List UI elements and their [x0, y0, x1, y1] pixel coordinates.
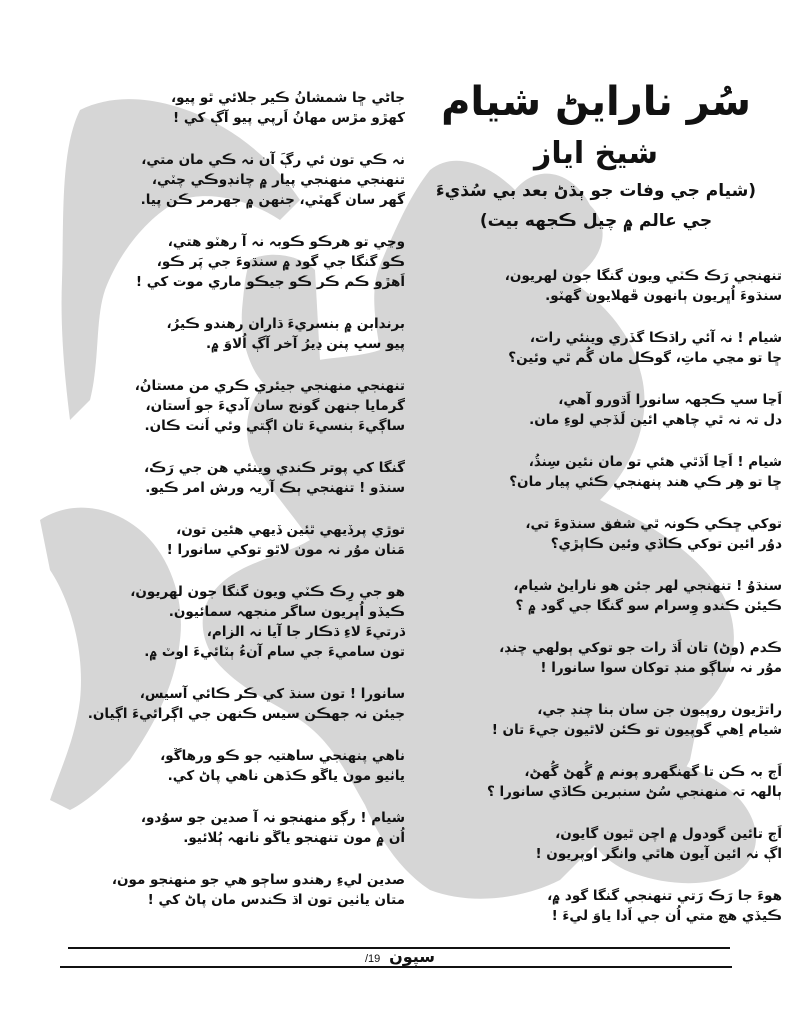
verse-line: گرمايا جنھن گونج سان آديءَ جو اَستان،: [145, 398, 405, 414]
verse-line: شيام ! اَڃا اَڏٿي ھئي تو مان نئين سِنڌُ،: [528, 454, 782, 470]
stanza: [410, 824, 782, 864]
verse-line: ڪيڏو اُڀريون ساگر منجھہ سمائيون.: [168, 604, 405, 620]
stanza: [55, 314, 405, 354]
verse-line: ڌرتيءَ لاءِ ڌڪار جا آيا نہ الزام،: [206, 624, 405, 640]
verse-line: ھوءَ جا رَڪ رَتي تنھنجي گنگا گود ۾،: [547, 888, 782, 904]
right-column: [410, 78, 782, 948]
stanza: [410, 576, 782, 616]
stanza: [410, 390, 782, 430]
verse-line: شيام اِھي گوپيون تو ڪئن لاٿيون جيءَ تان !: [491, 722, 782, 738]
stanza: [55, 746, 405, 786]
verse-line: متان ياٺين تون اڌ ڪندس مان پاڻ کي !: [147, 892, 405, 908]
verse-line: موُر نہ ساڳو منڊ توکان سوا سانورا !: [540, 660, 782, 676]
verse-line: ياٺيو مون ياڱو ڪڏھن ناھي پاڻ کي.: [167, 768, 405, 784]
verse-line: اڳ نہ ائين آيون ھاٿي وانگر اوپريون !: [535, 846, 782, 862]
verse-line: وڃي تو ھرڪو ڪوبہ نہ آ رھٽو ھتي،: [167, 234, 405, 250]
stanza: [55, 808, 405, 848]
verse-line: نہ ڪي تون ئي رڳَ آن نہ ڪي مان متي،: [141, 152, 405, 168]
verse-line: سنڌو ! تنھنجي ٻڪ آريہ ورش امر ڪيو.: [145, 480, 405, 496]
verse-line: اُن ۾ مون تنھنجو ياڱو نانھہ ٻُلائيو.: [183, 830, 405, 846]
verse-line: اَڄ تائين گودول ۾ اچن ٿيون گايون،: [555, 826, 782, 842]
stanza: [55, 458, 405, 498]
verse-line: کھڙو مڙس مھانُ اَرپي پيو آڳ کي !: [173, 110, 405, 126]
verse-line: اَھڙو ڪم ڪر ڪو جيڪو ماري موت کي !: [135, 274, 405, 290]
verse-line: شيام ! نہ آئي راڌڪا گڏري وينئي رات،: [529, 330, 782, 346]
verse-line: تنھنجي منھنجي جيئري ڪري من مستانُ،: [134, 378, 405, 394]
verse-line: جاڻي ڇا شمشانُ ڪير جلائي ٿو پيو،: [171, 90, 405, 106]
verse-line: ناھي پنھنجي ساھتيہ جو ڪو ورھاڱو،: [160, 748, 405, 764]
verse-line: ڇا تو ھِر ڪي ھند پنھنجي ڪئي پيار مان؟: [509, 474, 782, 490]
stanza: [55, 684, 405, 724]
verse-line: پيو سڀ پنن ڍيرُ آخر آڳ اُلاوَ ۾.: [205, 336, 405, 352]
verse-line: جيئن نہ جھڪن سيس ڪنھن جي اڳرائيءَ اڳيان.: [87, 706, 405, 722]
stanza: [55, 376, 405, 436]
verse-line: ٻالھہ تہ منھنجي سُڻ سنبرين ڪاڏي سانورا ؟: [487, 784, 782, 800]
stanza: [55, 870, 405, 910]
verse-line: گنگا کي پوتر ڪندي وينئي ھن جي رَڪ،: [144, 460, 405, 476]
verse-line: توڙي پرڏيھي ٿئين ڏيھي ھئين تون،: [176, 522, 405, 538]
verse-line: اَڄ بہ ڪن تا گھنگھرو پونم ۾ گُھڻ گُھڻ،: [524, 764, 782, 780]
verse-line: دوُر ائين توکي ڪاڏي وئين ڪاپڙي؟: [550, 536, 782, 552]
verse-line: ڇا تو مڃي ماتِ، گوڪل مان گُم ٿي وئين؟: [508, 350, 782, 366]
verse-line: سنڌوءَ اُڀريون ٻانھون ڦھلايون گھٽو.: [545, 288, 782, 304]
stanza: [410, 452, 782, 492]
verse-line: تنھنجي منھنجي پيار ۾ چانڊوڪي چٽي،: [151, 172, 405, 188]
stanza: [55, 88, 405, 128]
right-column-stanzas: [410, 266, 782, 926]
verse-line: ڪو گنگا جي گود ۾ سنڌوءَ جي پَر ڪو،: [156, 254, 405, 270]
left-column: [55, 88, 405, 932]
verse-line: برندابن ۾ بنسريءَ ڌاران رھندو ڪيرُ،: [166, 316, 405, 332]
verse-line: تون ساميءَ جي سام آنءُ ٻٽائيءَ اوٽ ۾.: [144, 644, 405, 660]
stanza: [410, 700, 782, 740]
stanza: [55, 582, 405, 662]
page-footer: [0, 948, 800, 968]
poem-title: سُر نارايڻ شيام: [441, 79, 751, 125]
stanza: [410, 328, 782, 368]
verse-line: مَنان موُر نہ مون لاٿو توکي سانورا !: [166, 542, 405, 558]
stanza: [410, 514, 782, 554]
verse-line: توکي ڇڪي ڪونہ ٿي شفق سنڌوءَ تي،: [525, 516, 782, 532]
page-number: 19/: [364, 953, 381, 965]
verse-line: ڪيڏي ھڄ متي اُن جي اَدا ياوَ ليءَ !: [551, 908, 782, 924]
verse-line: ساڳيءَ بنسيءَ تان اڳتي وئي اَنت ڪان.: [144, 418, 405, 434]
stanza: [410, 762, 782, 802]
verse-line: اَڃا سڀ ڪجھہ سانورا اَڌورو آھي،: [558, 392, 782, 408]
verse-line: ڪدم (وڻ) تان اَڌ رات جو توکي ٻولھي چنڊ،: [499, 640, 782, 656]
verse-line: دل تہ نہ ٿي چاھي ائين لَڏجي لوءِ مان.: [529, 412, 782, 428]
verse-line: تنھنجي رَڪ ڪٽي ويون گنگا جون لھريون،: [504, 268, 782, 284]
stanza: [410, 638, 782, 678]
poem-subtitle-line-2: جي عالم ۾ چيل ڪجھه بيت): [479, 211, 713, 231]
stanza: [55, 232, 405, 292]
verse-line: صدين ليءِ رھندو ساڄو ھي جو منھنجو مون،: [111, 872, 405, 888]
verse-line: ھو جي رِڪ ڪٽي ويون گنگا جون لھريون،: [130, 584, 405, 600]
verse-line: راتڙيون روپيون جن سان بنا چنڊ جي،: [537, 702, 782, 718]
poem-author: شيخ اياز: [534, 136, 658, 171]
stanza: [55, 520, 405, 560]
magazine-name: سپون: [389, 947, 436, 966]
verse-line: سانورا ! تون سنڌ کي ڪر ڪائي آسيس،: [139, 686, 405, 702]
verse-line: ڪيئن ڪندو وِسرام سو گنگا جي گود ۾ ؟: [515, 598, 782, 614]
poem-subtitle-line-1: (شيام جي وفات جو ٻڌڻ بعد بي سُڌيءَ: [435, 181, 757, 201]
stanza: [410, 266, 782, 306]
verse-line: گھر سان گھٽي، جنھن ۾ جھرمر ڪن پيا.: [140, 192, 405, 208]
verse-line: شيام ! رڳو منھنجو نہ آ صدين جو سوُدو،: [140, 810, 405, 826]
stanza: [410, 886, 782, 926]
stanza: [55, 150, 405, 210]
verse-line: سنڌوُ ! تنھنجي لھر جئن ھو نارايڻ شيام،: [513, 578, 782, 594]
